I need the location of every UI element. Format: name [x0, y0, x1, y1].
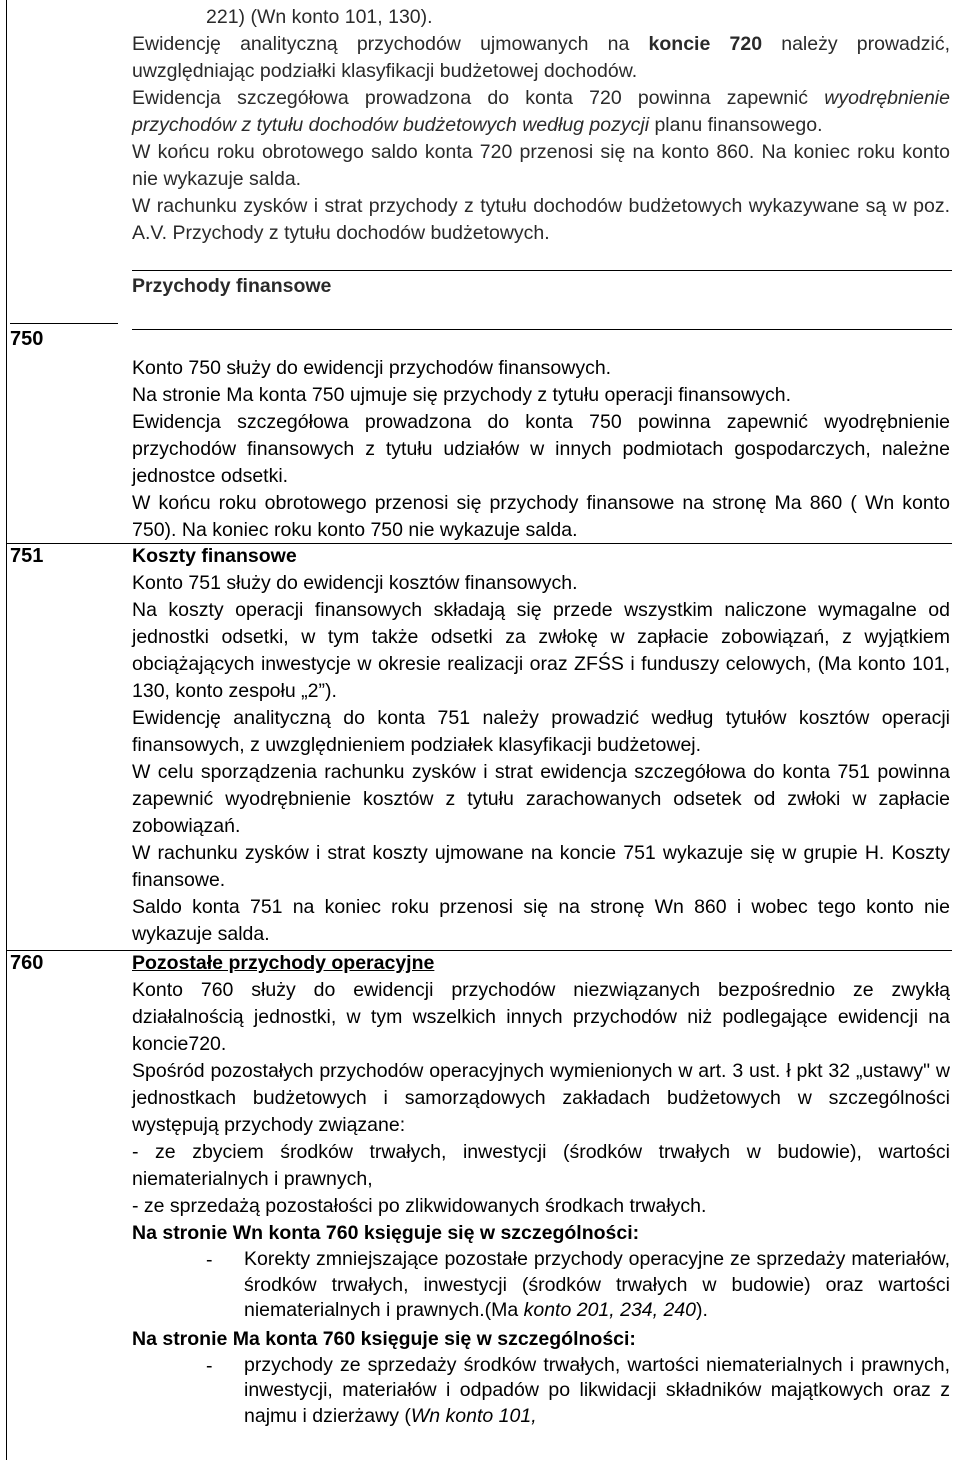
section-760-p3: - ze zbyciem środków trwałych, inwestycji (środków trwałych w budowie), wartości niematerialnych i prawnych,	[132, 1141, 950, 1190]
section-751-body	[132, 543, 950, 948]
section-751-p4: W celu sporządzenia rachunku zysków i strat ewidencja szczegółowa do konta 751 powinna zapewnić wyodrębnienie kosztów z tytułu zarachowanych odsetek od zwłoki w zapłacie zobowiązań.	[132, 761, 950, 837]
intro-line: 221) (Wn konto 101, 130).	[206, 6, 433, 28]
row-divider	[10, 323, 118, 324]
section-760-p2: Spośród pozostałych przychodów operacyjnych wymienionych w art. 3 ust. ł pkt 32 „ustawy" w jednostkach budżetowych i samorządowych zakładach budżetowych w szczególności występują przychody związane:	[132, 1060, 950, 1136]
intro-paragraph-3: W końcu roku obrotowego saldo konta 720 przenosi się na konto 860. Na koniec roku konto nie wykazuje salda.	[132, 141, 950, 190]
section-751-p2: Na koszty operacji finansowych składają się przede wszystkim naliczone wymagalne od jednostki odsetki, w tym także odsetki za zwłokę w zapłacie zobowiązań, z wyjątkiem obciążających inwestycje w okresie realizacji oraz ZFŚS i funduszy celowych, (Ma konto 101, 130, konto zespołu „2”).	[132, 599, 950, 702]
section-750-p2: Na stronie Ma konta 750 ujmuje się przychody z tytułu operacji finansowych.	[132, 384, 791, 406]
list-dash: -	[206, 1249, 213, 1271]
section-751-p1: Konto 751 służy do ewidencji kosztów finansowych.	[132, 572, 578, 594]
section-750-p1: Konto 750 służy do ewidencji przychodów finansowych.	[132, 357, 612, 379]
section-760-ma-heading: Na stronie Ma konta 760 księguje się w szczególności:	[132, 1327, 636, 1350]
section-751-title: Koszty finansowe	[132, 545, 297, 567]
section-760-wn-heading: Na stronie Wn konta 760 księguje się w szczególności:	[132, 1222, 640, 1244]
section-751-p5: W rachunku zysków i strat koszty ujmowane na koncie 751 wykazuje się w grupie H. Koszty finansowe.	[132, 842, 950, 891]
row-divider	[132, 329, 952, 330]
intro-paragraph-4: W rachunku zysków i strat przychody z tytułu dochodów budżetowych wykazywane są w poz. A.V. Przychody z tytułu dochodów budżetowych.	[132, 195, 950, 244]
list-item-text: Korekty zmniejszające pozostałe przychody operacyjne ze sprzedaży materiałów, środków trwałych, inwestycji (środków trwałych w budowie) oraz wartości niematerialnych i prawnych.(Ma konto 201, 234, 240).	[244, 1248, 950, 1321]
intro-section	[132, 4, 950, 247]
row-divider	[132, 270, 952, 271]
section-760-body	[132, 950, 950, 1429]
list-item-text: przychody ze sprzedaży środków trwałych, wartości niematerialnych i prawnych, inwestycji, materiałów i odpadów po likwidacji składników majątkowych oraz z najmu i dzierżawy (Wn konto 101,	[244, 1353, 950, 1427]
section-760-p1: Konto 760 służy do ewidencji przychodów niezwiązanych bezpośrednio ze zwykłą działalnością jednostki, w tym wszelkich innych przychodów niż podlegające ewidencji na koncie720.	[132, 979, 950, 1055]
section-760-number: 760	[10, 952, 44, 974]
section-750-title: Przychody finansowe	[132, 275, 332, 297]
section-750-p3: Ewidencja szczegółowa prowadzona do konta 750 powinna zapewnić wyodrębnienie przychodów finansowych z tytułu udziałów w innych podmiotach gospodarczych, należne jednostce odsetki.	[132, 411, 950, 487]
list-item	[132, 1353, 950, 1430]
section-750-p4: W końcu roku obrotowego przenosi się przychody finansowe na stronę Ma 860 ( Wn konto 750). Na koniec roku konto 750 nie wykazuje salda.	[132, 492, 950, 541]
section-760-p4: - ze sprzedażą pozostałości po zlikwidowanych środkach trwałych.	[132, 1195, 707, 1217]
list-dash: -	[206, 1354, 213, 1377]
section-751-p3: Ewidencję analityczną do konta 751 należy prowadzić według tytułów kosztów operacji finansowych, z uwzględnieniem podziałek klasyfikacji budżetowej.	[132, 707, 950, 756]
section-750-number: 750	[10, 328, 44, 350]
section-750-body	[132, 355, 950, 544]
list-item	[132, 1247, 950, 1324]
intro-paragraph-1: Ewidencję analityczną przychodów ujmowanych na koncie 720 należy prowadzić, uwzględniając podziałki klasyfikacji budżetowej dochodów.	[132, 33, 951, 82]
section-751-number: 751	[10, 545, 44, 567]
table-left-border	[6, 0, 7, 1460]
section-751-p6: Saldo konta 751 na koniec roku przenosi się na stronę Wn 860 i wobec tego konto nie wykazuje salda.	[132, 896, 950, 945]
section-760-title: Pozostałe przychody operacyjne	[132, 952, 435, 974]
intro-paragraph-2: Ewidencja szczegółowa prowadzona do konta 720 powinna zapewnić wyodrębnienie przychodów z tytułu dochodów budżetowych według pozycji planu finansowego.	[132, 87, 950, 136]
